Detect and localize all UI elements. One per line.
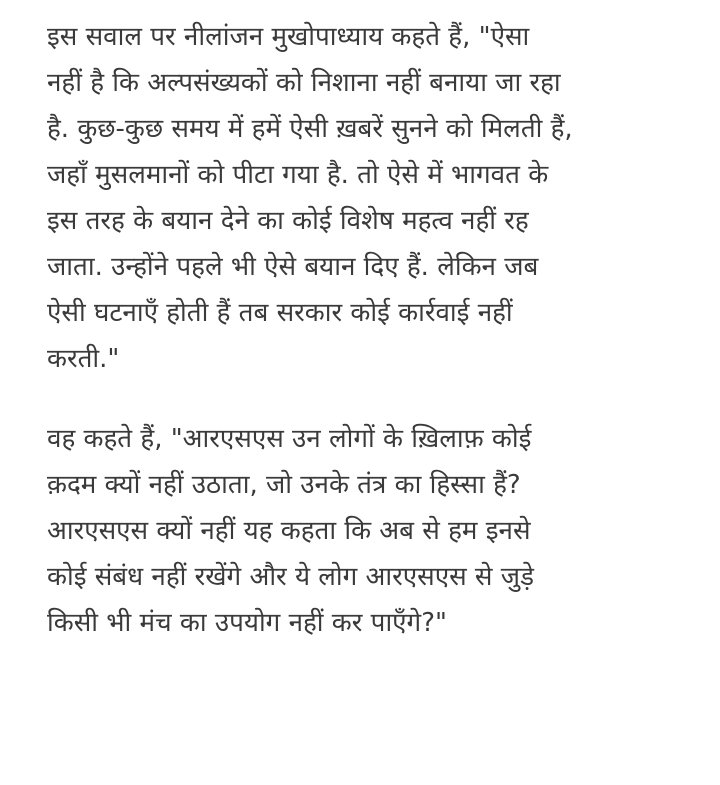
text-line: जहाँ मुसलमानों को पीटा गया है. तो ऐसे में भागवत के — [47, 160, 549, 190]
paragraph-spacer — [47, 382, 711, 416]
paragraph — [47, 416, 711, 646]
paragraph — [47, 14, 711, 382]
text-line: किसी भी मंच का उपयोग नहीं कर पाएँगे?" — [47, 608, 447, 638]
article-body — [47, 14, 711, 646]
text-line: नहीं है कि अल्पसंख्यकों को निशाना नहीं बनाया जा रहा — [47, 68, 561, 98]
text-line: इस तरह के बयान देने का कोई विशेष महत्व नहीं रह — [47, 206, 529, 236]
text-line: आरएसएस क्यों नहीं यह कहता कि अब से हम इनसे — [47, 516, 531, 546]
text-line: ऐसी घटनाएँ होती हैं तब सरकार कोई कार्रवाई नहीं — [47, 298, 513, 328]
text-line: क़दम क्यों नहीं उठाता, जो उनके तंत्र का हिस्सा हैं? — [47, 470, 521, 500]
text-line: कोई संबंध नहीं रखेंगे और ये लोग आरएसएस से जुड़े — [47, 562, 534, 592]
text-line: है. कुछ-कुछ समय में हमें ऐसी ख़बरें सुनने को मिलती हैं, — [47, 114, 573, 144]
text-line: वह कहते हैं, "आरएसएस उन लोगों के ख़िलाफ़ कोई — [47, 424, 532, 454]
text-line: इस सवाल पर नीलांजन मुखोपाध्याय कहते हैं, "ऐसा — [47, 22, 530, 52]
text-line: करती." — [47, 344, 120, 374]
text-line: जाता. उन्होंने पहले भी ऐसे बयान दिए हैं. लेकिन जब — [47, 252, 539, 282]
